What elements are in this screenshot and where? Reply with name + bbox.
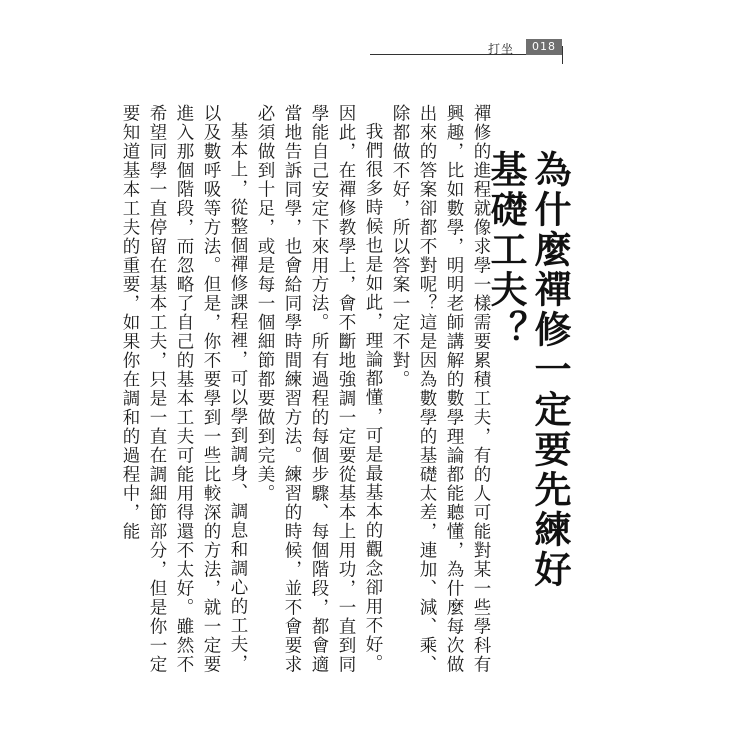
paragraph: 基本上，從整個禪修課程裡，可以學到調身、調息和調心的工夫，以及數呼吸等方法。但是，你不要學到一些比較深的方法，就一定要進入那個階段，而忽略了自己的基本工夫可能用得還不太好。雖然不希望同學一直停留在基本工夫，只是一直在調細節部分，但是你一定要知道基本工夫的重要，如果你在調和的過程中，能 xyxy=(120,104,248,674)
running-header-title: 打坐 xyxy=(488,42,515,56)
header-rule-tail xyxy=(562,46,563,64)
body-text xyxy=(120,104,494,680)
page-number-badge: 018 xyxy=(526,39,562,55)
chapter-heading: 為什麼禪修一定要先練好基礎工夫？ xyxy=(484,150,571,590)
paragraph: 我們很多時候也是如此，理論都懂，可是最基本的觀念卻用不好。因此，在禪修教學上，會不斷地強調一定要從基本上用功，一直到同學能自己安定下來用方法。所有過程的每個步驟、每個階段，都會適當地告訴同學，也會給同學時間練習方法。練習的時候，並不會要求必須做到十足，或是每一個細節都要做到完美。 xyxy=(255,104,383,674)
paragraph: 禪修的進程就像求學一樣需要累積工夫，有的人可能對某一些學科有興趣，比如數學，明明老師講解的數學理論都能聽懂，為什麼每次做出來的答案卻都不對呢？這是因為數學的基礎太差，連加、減、乘、除都做不好，所以答案一定不對。 xyxy=(390,104,491,674)
